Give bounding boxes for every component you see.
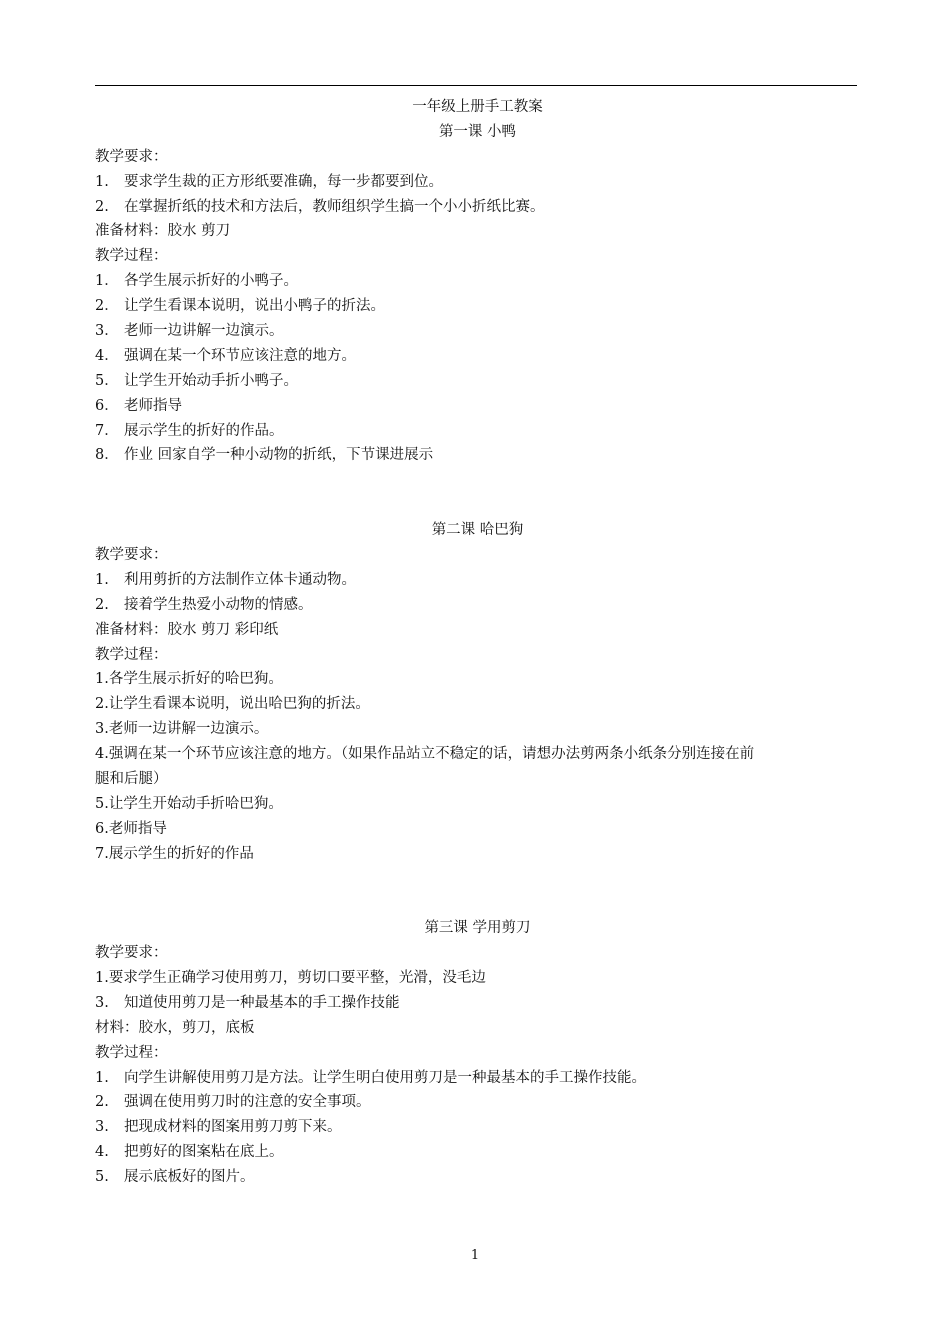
item-number: 7． [95,423,119,439]
lesson2-step-3: 3.老师一边讲解一边演示。 [95,721,269,737]
lesson3-step-4 [95,1140,860,1165]
lesson2-step-5: 5.让学生开始动手折哈巴狗。 [95,796,283,812]
lesson2-step-2: 2.让学生看课本说明，说出哈巴狗的折法。 [95,696,370,712]
lesson2-requirement-1 [95,568,860,593]
lesson3-title: 第三课 学用剪刀 [424,920,531,936]
item-number: 3. [95,995,109,1011]
item-text: 接着学生热爱小动物的情感。 [124,597,313,613]
item-number: 2. [95,597,109,613]
item-number: 1. [95,572,109,588]
lesson1-step-2 [95,294,860,319]
lesson3-requirements-heading: 教学要求： [95,945,168,961]
lesson3-requirement-2 [95,991,860,1016]
lesson3-requirement-1: 1.要求学生正确学习使用剪刀，剪切口要平整，光滑，没毛边 [95,970,486,986]
lesson2-step-6: 6.老师指导 [95,821,167,837]
lesson2-title: 第二课 哈巴狗 [431,522,524,538]
lesson2-step-7: 7.展示学生的折好的作品 [95,846,254,862]
header-rule [95,85,857,86]
lesson3-step-5 [95,1165,860,1190]
item-number: 2． [95,298,119,314]
lesson1-requirements-heading: 教学要求： [95,149,168,165]
lesson1-step-6 [95,394,860,419]
item-text: 作业 回家自学一种小动物的折纸，下节课进展示 [124,447,434,463]
item-number: 5. [95,1169,109,1185]
lesson1-requirement-1 [95,170,860,195]
item-number: 4. [95,1144,109,1160]
item-number: 1． [95,273,119,289]
lesson1-step-4 [95,344,860,369]
item-text: 强调在使用剪刀时的注意的安全事项。 [124,1094,371,1110]
lesson1-requirement-2 [95,195,860,220]
lesson1-title: 第一课 小鸭 [438,124,517,140]
item-text: 在掌握折纸的技术和方法后，教师组织学生搞一个小小折纸比赛。 [124,199,545,215]
lesson2-requirement-2 [95,593,860,618]
item-number: 5． [95,373,119,389]
item-number: 8． [95,447,119,463]
item-text: 让学生看课本说明，说出小鸭子的折法。 [124,298,385,314]
lesson1-materials: 准备材料：胶水 剪刀 [95,223,231,239]
item-text: 展示学生的折好的作品。 [124,423,284,439]
item-number: 3. [95,1119,109,1135]
item-text: 各学生展示折好的小鸭子。 [124,273,298,289]
item-number: 2. [95,1094,109,1110]
lesson1-step-3 [95,319,860,344]
lesson2-process-heading: 教学过程： [95,647,168,663]
item-text: 让学生开始动手折小鸭子。 [124,373,298,389]
lesson1-step-7 [95,419,860,444]
item-number: 2. [95,199,109,215]
lesson3-step-2 [95,1090,860,1115]
lesson3-process-heading: 教学过程： [95,1045,168,1061]
lesson2-materials: 准备材料：胶水 剪刀 彩印纸 [95,622,279,638]
item-number: 3． [95,323,119,339]
lesson2-step-1: 1.各学生展示折好的哈巴狗。 [95,671,283,687]
lesson2-step-4-continued: 腿和后腿） [95,771,168,787]
item-number: 1. [95,1070,109,1086]
item-text: 利用剪折的方法制作立体卡通动物。 [124,572,356,588]
item-text: 老师指导 [124,398,182,414]
lesson1-step-1 [95,269,860,294]
item-number: 1. [95,174,109,190]
item-text: 把现成材料的图案用剪刀剪下来。 [124,1119,342,1135]
item-text: 向学生讲解使用剪刀是方法。让学生明白使用剪刀是一种最基本的手工操作技能。 [124,1070,646,1086]
item-text: 强调在某一个环节应该注意的地方。 [124,348,356,364]
document-title: 一年级上册手工教案 [412,99,543,115]
lesson1-process-heading: 教学过程： [95,248,168,264]
item-text: 知道使用剪刀是一种最基本的手工操作技能 [124,995,400,1011]
lesson2-requirements-heading: 教学要求： [95,547,168,563]
lesson1-step-5 [95,369,860,394]
item-text: 要求学生裁的正方形纸要准确，每一步都要到位。 [124,174,443,190]
item-number: 4． [95,348,119,364]
lesson2-step-4: 4.强调在某一个环节应该注意的地方。（如果作品站立不稳定的话，请想办法剪两条小纸条分别连接在前 [95,746,755,762]
item-text: 展示底板好的图片。 [124,1169,255,1185]
lesson3-step-3 [95,1115,860,1140]
page-number: 1 [470,1248,480,1263]
lesson3-step-1 [95,1066,860,1091]
lesson1-step-8 [95,443,860,468]
item-number: 6． [95,398,119,414]
item-text: 老师一边讲解一边演示。 [124,323,284,339]
lesson3-materials: 材料：胶水，剪刀，底板 [95,1020,255,1036]
item-text: 把剪好的图案粘在底上。 [124,1144,284,1160]
